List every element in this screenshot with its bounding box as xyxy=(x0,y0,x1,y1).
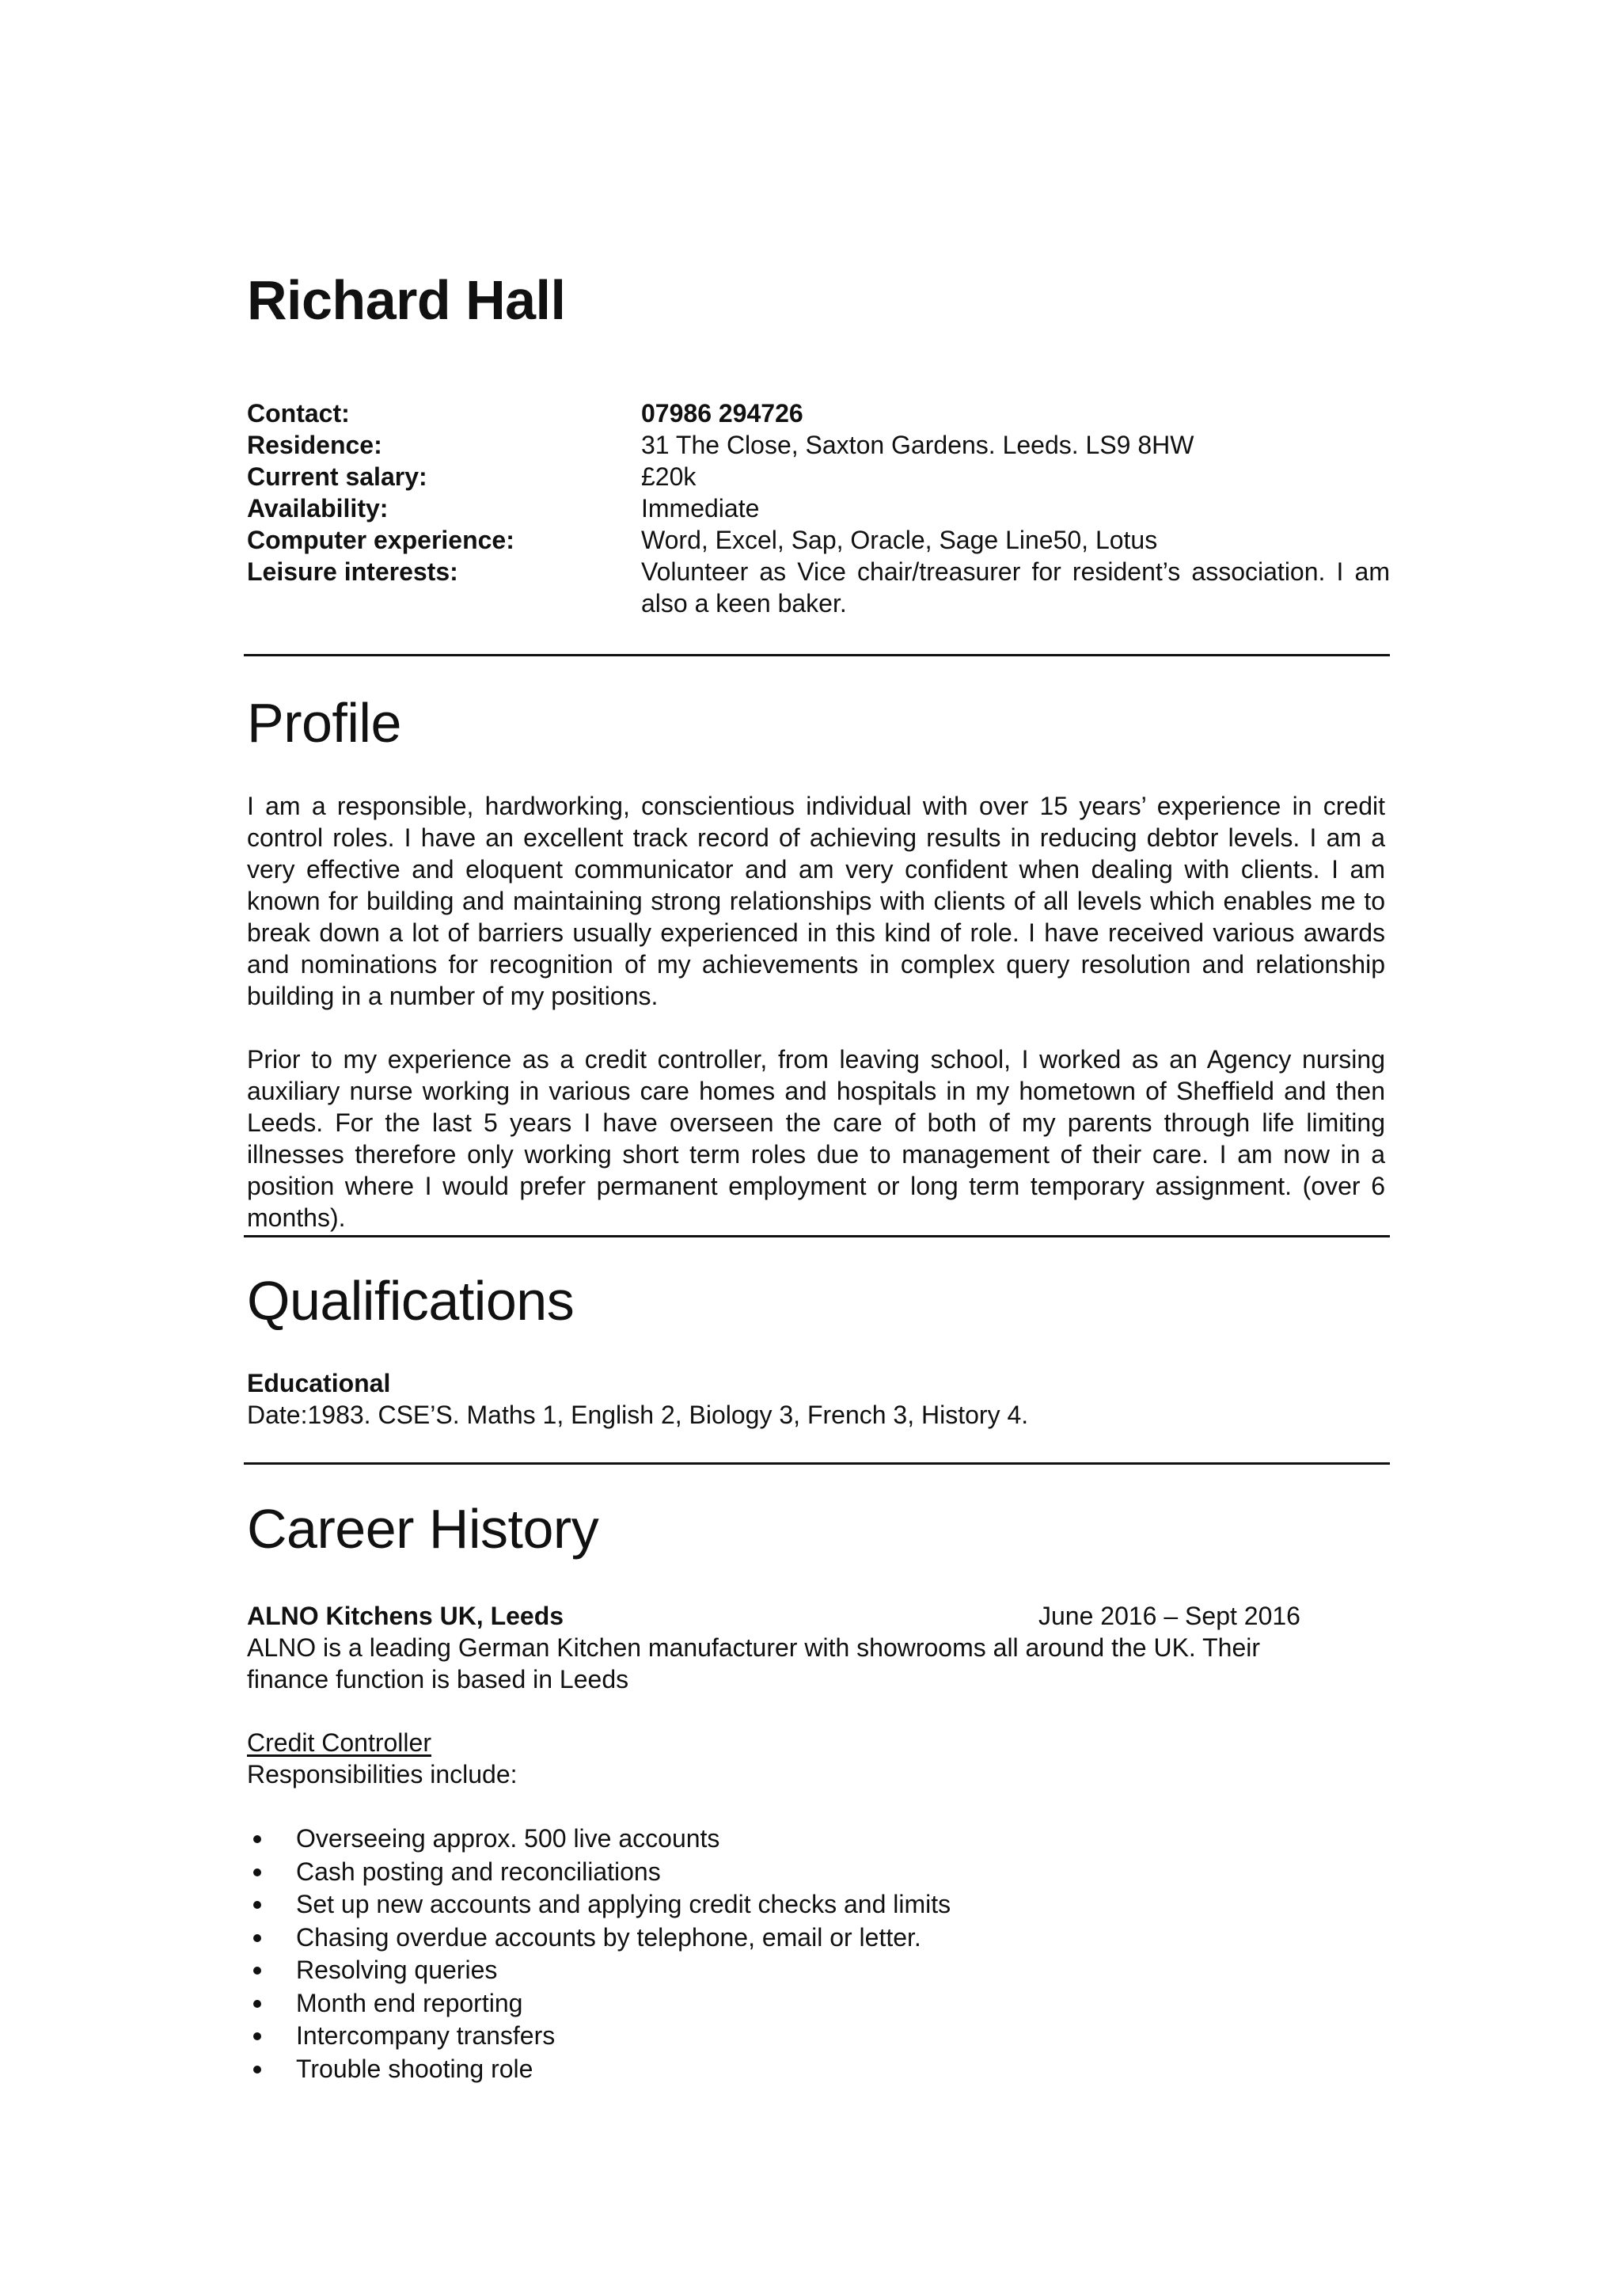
info-label: Leisure interests: xyxy=(247,557,458,586)
profile-paragraph: Prior to my experience as a credit controller, from leaving school, I worked as an Agency nursing auxiliary nurse working in various care homes and hospitals in my hometown of Sheffield and then Leeds. For the last 5 years I have overseen the care of both of my parents through life limiting illnesses therefore only working short term roles due to management of their care. I am now in a position where I would prefer permanent employment or long term temporary assignment. (over 6 months). xyxy=(247,1045,1385,1232)
section-divider xyxy=(244,1462,1390,1465)
bullet-icon xyxy=(253,2066,261,2074)
job-dates: June 2016 – Sept 2016 xyxy=(1038,1602,1300,1630)
info-value-address: 31 The Close, Saxton Gardens. Leeds. LS9 8HW xyxy=(641,431,1194,459)
info-row-salary xyxy=(247,461,1390,492)
qualifications-heading: Qualifications xyxy=(247,1270,575,1332)
info-value-leisure: Volunteer as Vice chair/treasurer for resident’s association. I am also a keen baker. xyxy=(641,557,1390,618)
info-label: Computer experience: xyxy=(247,526,514,554)
list-item xyxy=(247,1856,951,1889)
bullet-icon xyxy=(253,1868,261,1876)
list-item xyxy=(247,1987,951,2020)
list-item-text: Chasing overdue accounts by telephone, email or letter. xyxy=(296,1922,921,1952)
contact-details xyxy=(247,397,1390,619)
responsibilities-heading: Responsibilities include: xyxy=(247,1760,518,1789)
bullet-icon xyxy=(253,1934,261,1942)
section-divider xyxy=(244,654,1390,656)
bullet-icon xyxy=(253,1835,261,1843)
list-item-text: Month end reporting xyxy=(296,1988,523,2017)
education-detail: Date:1983. CSE’S. Maths 1, English 2, Biology 3, French 3, History 4. xyxy=(247,1401,1029,1429)
profile-paragraph: I am a responsible, hardworking, conscientious individual with over 15 years’ experience in credit control roles. I have an excellent track record of achieving results in reducing debtor levels. I am a very effective and eloquent communicator and am very confident when dealing with clients. I am known for building and maintaining strong relationships with clients of all levels which enables me to break down a lot of barriers usually experienced in this kind of role. I have received various awards and nominations for recognition of my achievements in complex query resolution and relationship building in a number of my positions. xyxy=(247,792,1385,1010)
list-item xyxy=(247,1954,951,1987)
list-item xyxy=(247,1888,951,1922)
bullet-icon xyxy=(253,2032,261,2040)
info-label: Current salary: xyxy=(247,462,427,491)
list-item-text: Cash posting and reconciliations xyxy=(296,1857,661,1886)
info-label: Residence: xyxy=(247,431,382,459)
candidate-name: Richard Hall xyxy=(247,269,566,331)
list-item-text: Trouble shooting role xyxy=(296,2054,533,2083)
list-item-text: Overseeing approx. 500 live accounts xyxy=(296,1824,720,1853)
responsibilities-list xyxy=(247,1823,951,2085)
info-row-contact xyxy=(247,397,1390,429)
section-divider xyxy=(244,1235,1390,1237)
info-row-availability xyxy=(247,492,1390,524)
bullet-icon xyxy=(253,1967,261,1975)
bullet-icon xyxy=(253,1901,261,1909)
list-item xyxy=(247,1922,951,1955)
bullet-icon xyxy=(253,2000,261,2008)
info-row-residence xyxy=(247,429,1390,461)
job-description: ALNO is a leading German Kitchen manufacturer with showrooms all around the UK. Their finance function is based in Leeds xyxy=(247,1633,1261,1693)
job-role: Credit Controller xyxy=(247,1728,431,1757)
job-company: ALNO Kitchens UK, Leeds xyxy=(247,1602,564,1630)
list-item xyxy=(247,1823,951,1856)
list-item xyxy=(247,2020,951,2053)
info-value-availability: Immediate xyxy=(641,494,760,523)
info-value-computer: Word, Excel, Sap, Oracle, Sage Line50, Lotus xyxy=(641,526,1158,554)
list-item-text: Intercompany transfers xyxy=(296,2021,556,2050)
list-item-text: Resolving queries xyxy=(296,1956,498,1984)
info-value-salary: £20k xyxy=(641,462,697,491)
info-value-phone: 07986 294726 xyxy=(641,399,803,428)
list-item xyxy=(247,2053,951,2086)
career-history-heading: Career History xyxy=(247,1498,599,1560)
info-label: Availability: xyxy=(247,494,389,523)
info-label: Contact: xyxy=(247,399,350,428)
info-row-leisure xyxy=(247,556,1390,619)
education-heading: Educational xyxy=(247,1369,391,1397)
list-item-text: Set up new accounts and applying credit checks and limits xyxy=(296,1890,951,1918)
info-row-computer xyxy=(247,524,1390,556)
profile-heading: Profile xyxy=(247,692,401,754)
job-header xyxy=(247,1600,1323,1632)
